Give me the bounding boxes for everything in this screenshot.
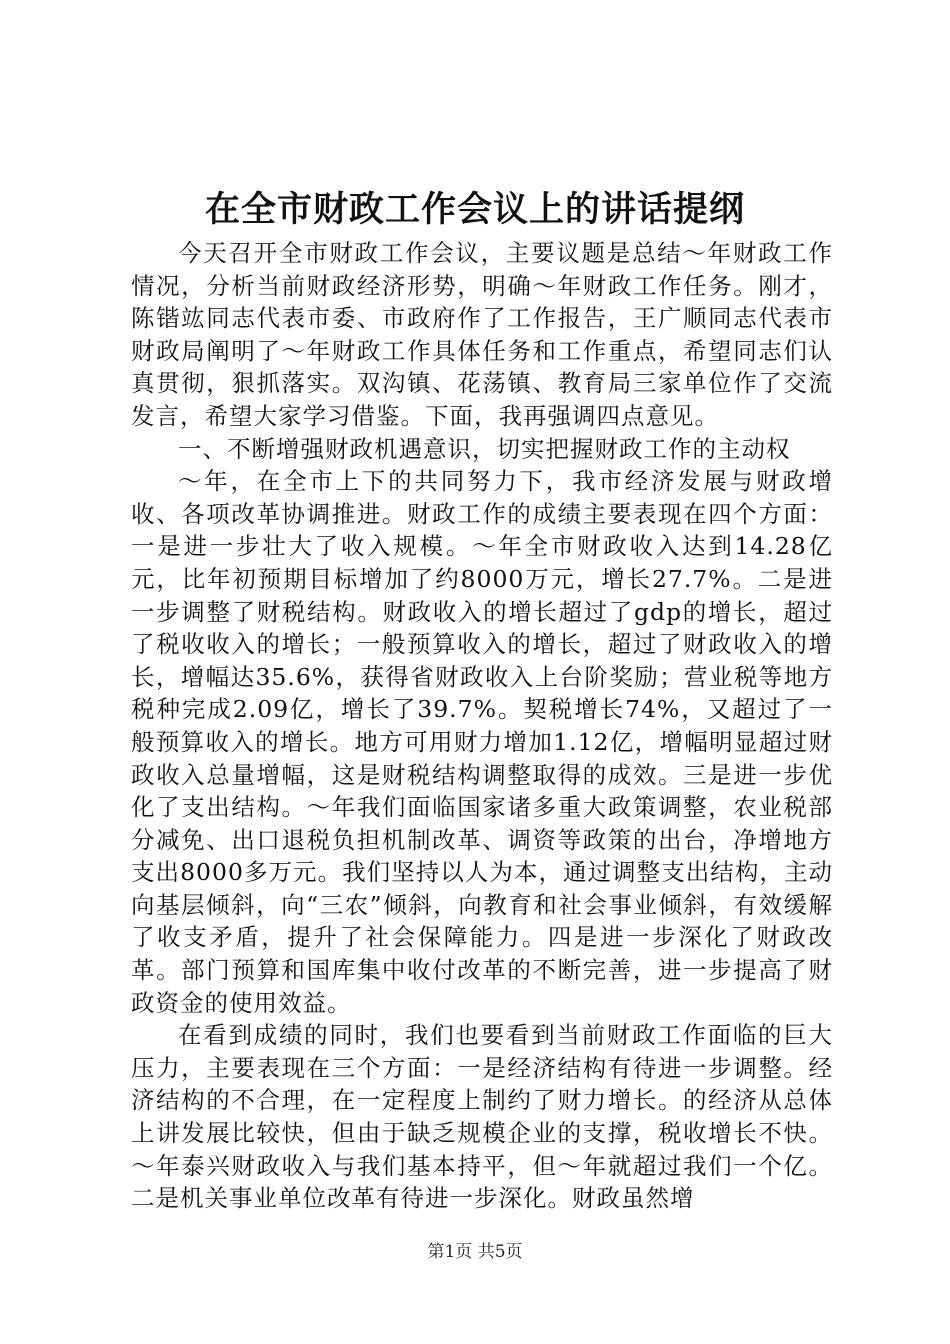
section-heading-1: 一、不断增强财政机遇意识，切实把握财政工作的主动权 — [178, 434, 791, 463]
paragraph-achievements: ～年，在全市上下的共同努力下，我市经济发展与财政增收、各项改革协调推进。财政工作的成绩主要表现在四个方面：一是进一步壮大了收入规模。～年全市财政收入达到14.28亿元，比年初预期目标增加了约8000万元，增长27.7%。二是进一步调整了财税结构。财政收入的增长超过了gdp的增长，超过了税收收入的增长；一般预算收入的增长，超过了财政收入的增长，增幅达35.6%，获得省财政收入上台阶奖励；营业税等地方税种完成2.09亿，增长了39.7%。契税增长74%，又超过了一般预算收入的增长。地方可用财力增加1.12亿，增幅明显超过财政收入总量增幅，这是财税结构调整取得的成效。三是进一步优化了支出结构。～年我们面临国家诸多重大政策调整，农业税部分减免、出口退税负担机制改革、调资等政策的出台，净增地方支出8000多万元。我们坚持以人为本，通过调整支出结构，主动向基层倾斜，向“三农”倾斜，向教育和社会事业倾斜，有效缓解了收支矛盾，提升了社会保障能力。四是进一步深化了财政改革。部门预算和国库集中收付改革的不断完善，进一步提高了财政资金的使用效益。 — [131, 467, 833, 1017]
document-body — [131, 237, 833, 1215]
paragraph-intro: 今天召开全市财政工作会议，主要议题是总结～年财政工作情况，分析当前财政经济形势，明确～年财政工作任务。刚才，陈锴竑同志代表市委、市政府作了工作报告，王广顺同志代表市财政局阐明了～年财政工作具体任务和工作重点，希望同志们认真贯彻，狠抓落实。双沟镇、花荡镇、教育局三家单位作了交流发言，希望大家学习借鉴。下面，我再强调四点意见。 — [131, 239, 833, 430]
page-number-footer: 第1页 共5页 — [427, 1242, 523, 1262]
document-title: 在全市财政工作会议上的讲话提纲 — [204, 189, 745, 230]
paragraph-pressures: 在看到成绩的同时，我们也要看到当前财政工作面临的巨大压力，主要表现在三个方面：一是经济结构有待进一步调整。经济结构的不合理，在一定程度上制约了财力增长。的经济从总体上讲发展比较快，但由于缺乏规模企业的支撑，税收增长不快。～年泰兴财政收入与我们基本持平，但～年就超过我们一个亿。二是机关事业单位改革有待进一步深化。财政虽然增 — [131, 1021, 833, 1213]
